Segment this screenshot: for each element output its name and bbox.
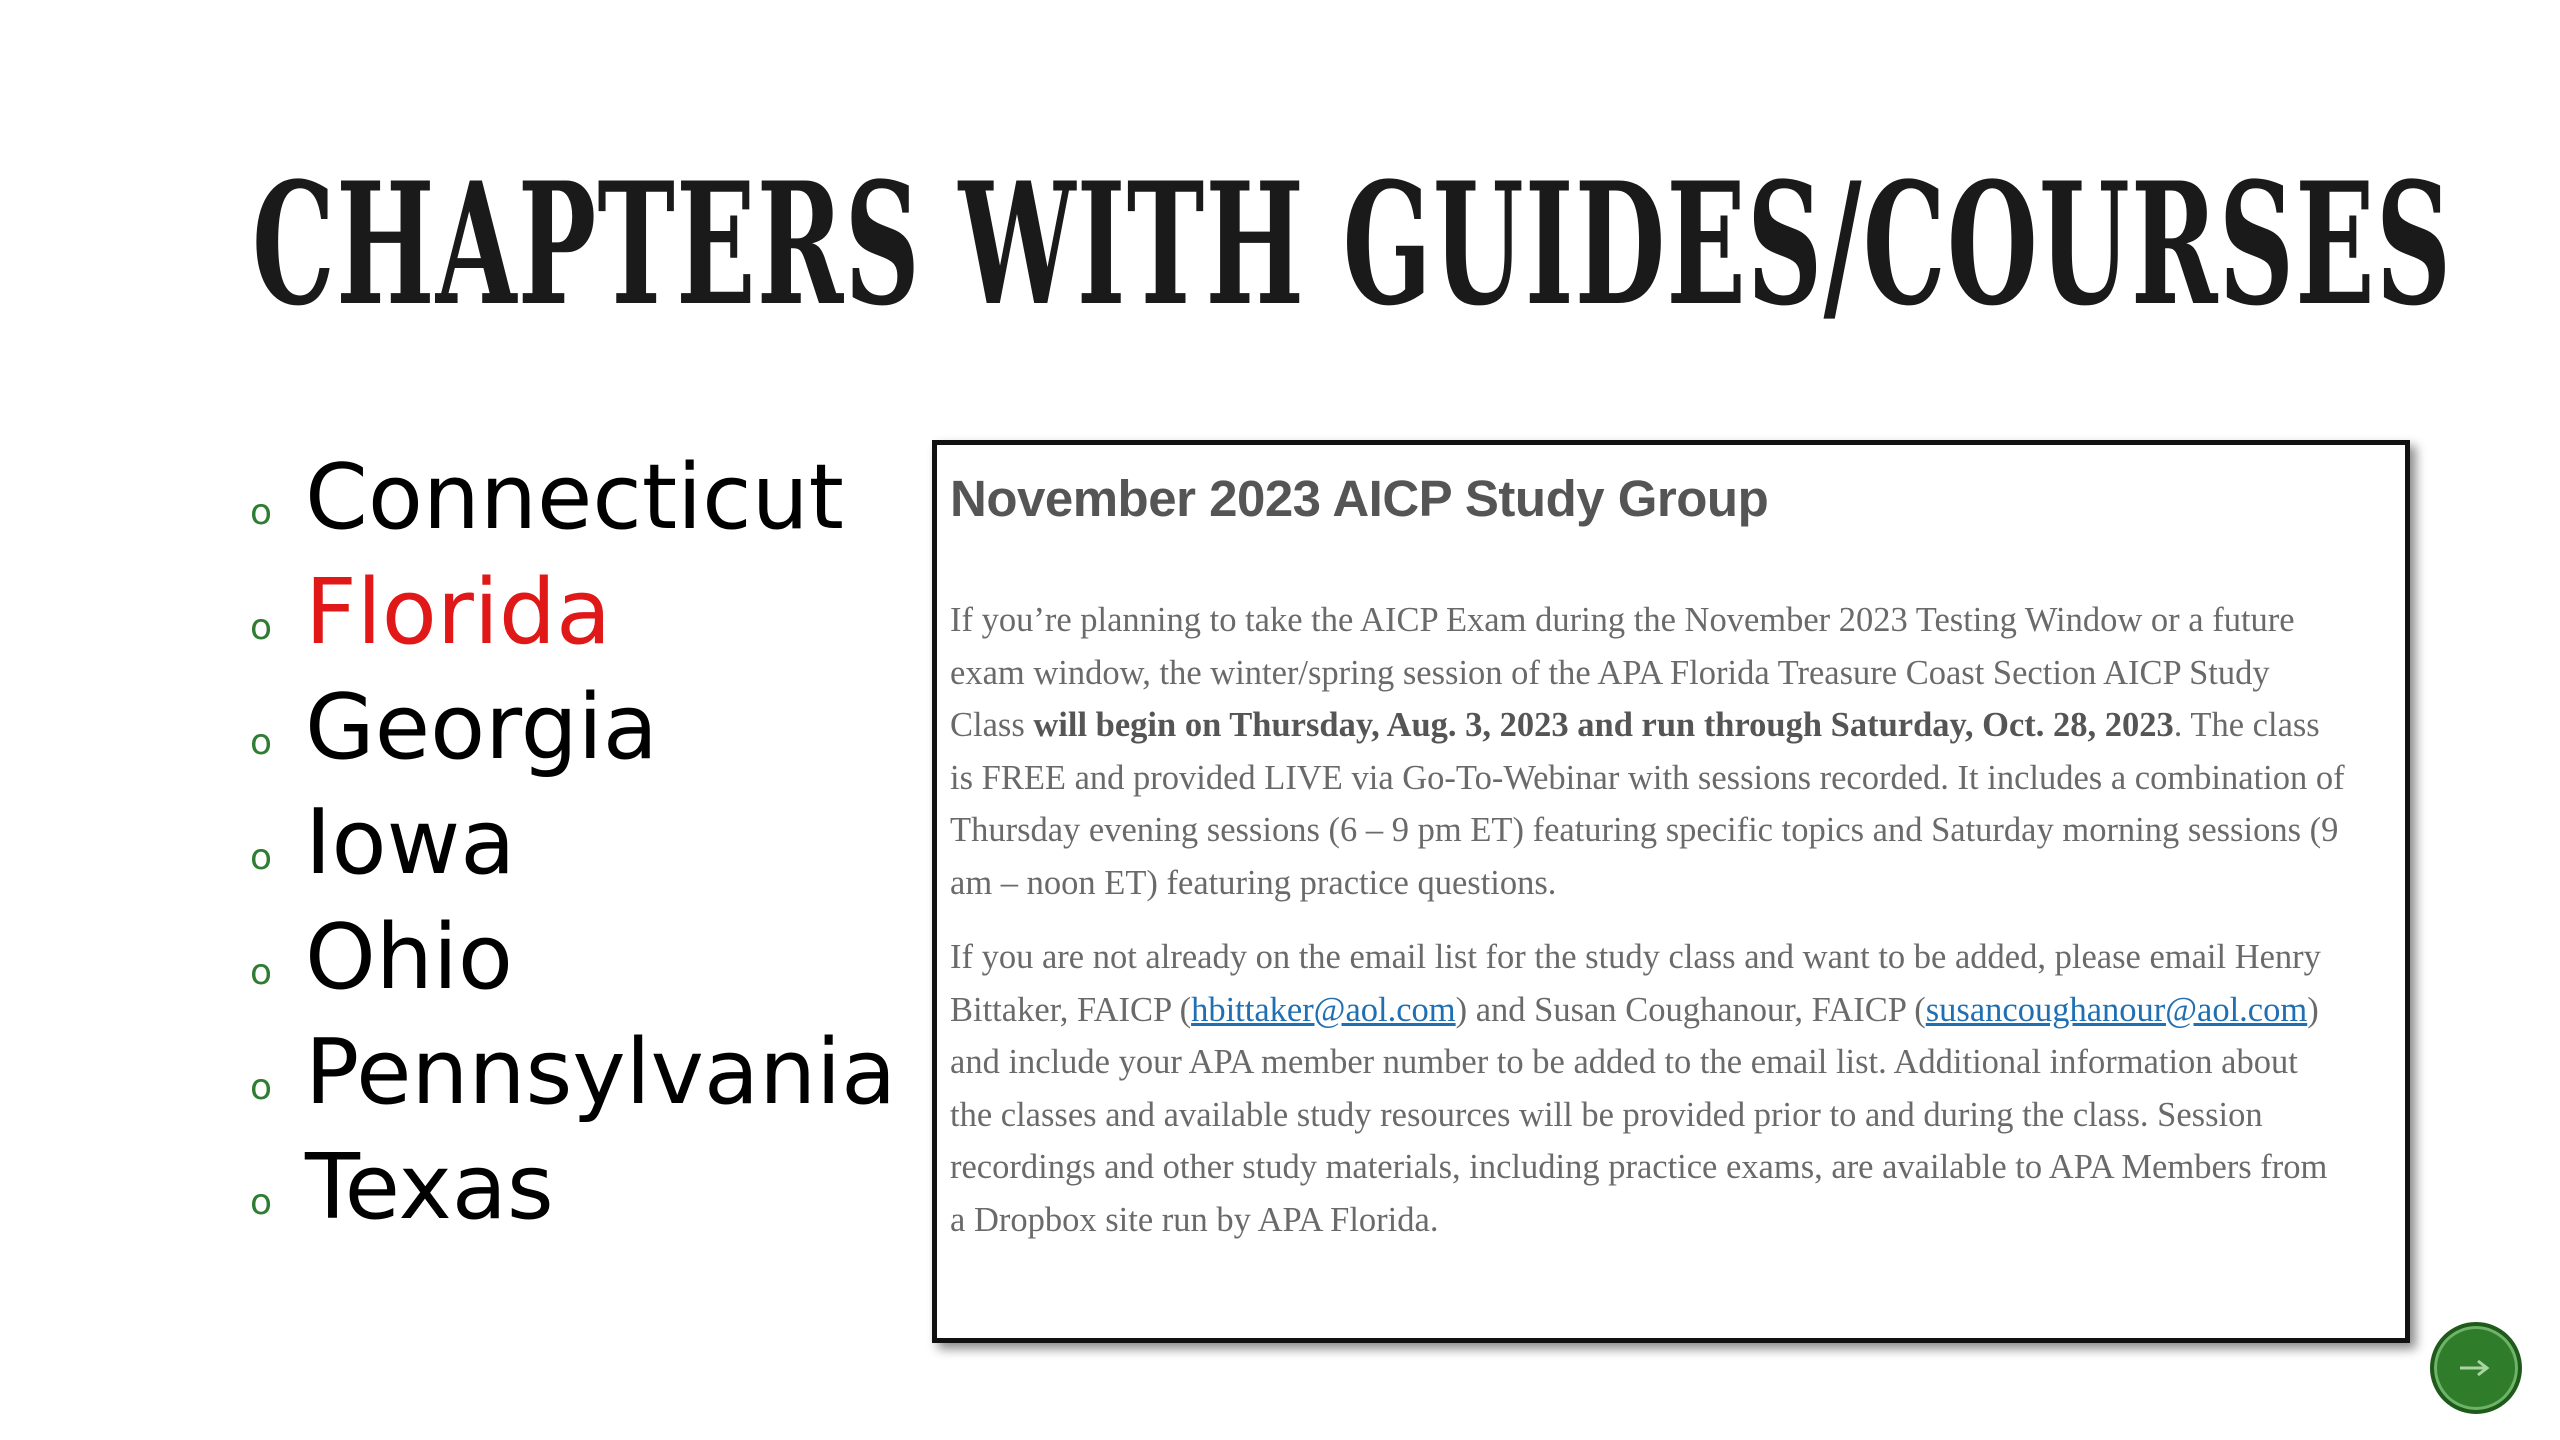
p1-bold-dates: will begin on Thursday, Aug. 3, 2023 and run through Saturday, Oct. 28, 2023 bbox=[1033, 706, 2174, 744]
bullet-icon: o bbox=[250, 607, 273, 648]
p2-text-a: If you are not already on the email list for the study class and want to be added, please email Henry Bittaker, FAICP ( bbox=[950, 938, 2321, 1029]
state-iowa: Iowa bbox=[305, 790, 516, 895]
next-slide-button[interactable] bbox=[2430, 1322, 2522, 1414]
list-item bbox=[250, 1015, 896, 1130]
p2-text-b: ) and Susan Coughanour, FAICP ( bbox=[1455, 990, 1926, 1029]
list-item bbox=[250, 785, 896, 900]
list-item bbox=[250, 555, 896, 670]
study-group-screenshot bbox=[932, 440, 2410, 1343]
list-item bbox=[250, 670, 896, 785]
study-group-heading: November 2023 AICP Study Group bbox=[950, 470, 1769, 527]
bullet-icon: o bbox=[250, 1067, 273, 1108]
next-slide-icon bbox=[2456, 1356, 2496, 1380]
email-link-susancoughanour[interactable]: susancoughanour@aol.com bbox=[1925, 990, 2308, 1029]
p1-rest-text: . The class is FREE and provided LIVE via Go-To-Webinar with sessions recorded. It includes a combination of Thursday evening sessions (6 – 9 pm ET) featuring specific topics and Saturday morning sessions (9 am – noon ET) featuring practice questions. bbox=[950, 706, 2345, 902]
study-group-paragraph-2 bbox=[950, 931, 2345, 1246]
list-item bbox=[250, 1130, 896, 1245]
p1-intro-text: If you’re planning to take the AICP Exam during the November 2023 Testing Window or a future exam window, the winter/spring session of the APA Florida Treasure Coast Section AICP Study Class bbox=[950, 601, 2295, 744]
chapter-list bbox=[250, 440, 896, 1245]
bullet-icon: o bbox=[250, 1182, 273, 1223]
p2-text-c: ) and include your APA member number to be added to the email list. Additional information about the classes and available study resources will be provided prior to and during the class. Session recordings and other study materials, including practice exams, are available to APA Members from a Dropbox site run by APA Florida. bbox=[950, 990, 2328, 1239]
state-pennsylvania: Pennsylvania bbox=[305, 1020, 897, 1125]
bullet-icon: o bbox=[250, 952, 273, 993]
bullet-icon: o bbox=[250, 837, 273, 878]
bullet-icon: o bbox=[250, 722, 273, 763]
state-ohio: Ohio bbox=[305, 905, 513, 1010]
state-texas: Texas bbox=[305, 1135, 554, 1240]
state-florida: Florida bbox=[305, 560, 612, 665]
state-georgia: Georgia bbox=[305, 675, 658, 780]
list-item bbox=[250, 900, 896, 1015]
study-group-paragraph-1 bbox=[950, 594, 2345, 909]
state-connecticut: Connecticut bbox=[305, 445, 844, 550]
slide-title: CHAPTERS WITH GUIDES/COURSES bbox=[252, 145, 2453, 343]
list-item bbox=[250, 440, 896, 555]
bullet-icon: o bbox=[250, 492, 273, 533]
email-link-hbittaker[interactable]: hbittaker@aol.com bbox=[1191, 990, 1456, 1029]
